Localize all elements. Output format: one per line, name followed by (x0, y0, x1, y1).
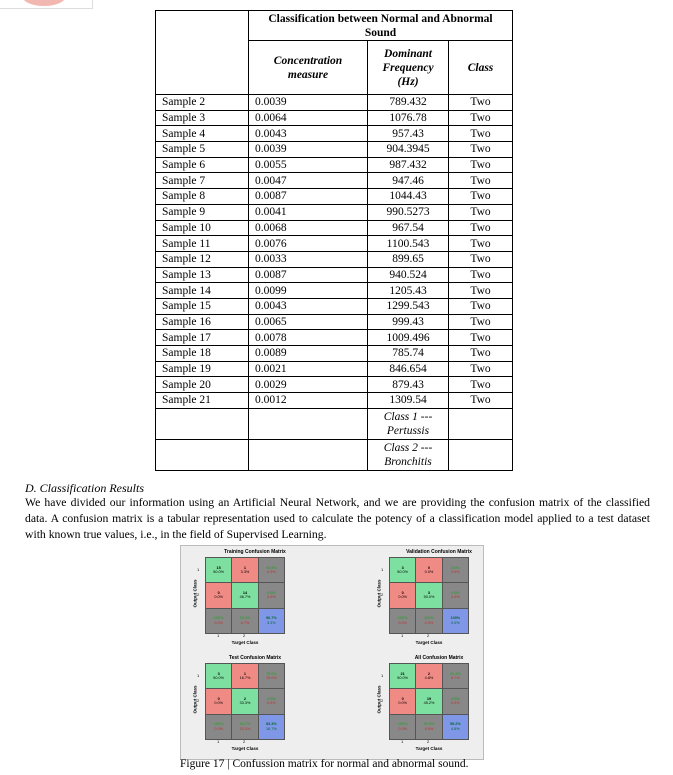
concentration-value: 0.0029 (249, 377, 368, 393)
frequency-value: 1009.496 (368, 330, 449, 346)
sample-label: Sample 5 (156, 142, 249, 158)
class-value: Two (449, 393, 513, 409)
class-value: Two (449, 298, 513, 314)
frequency-value: 904.3945 (368, 142, 449, 158)
cell-value: 95.2% (449, 722, 461, 727)
frequency-value: 1309.54 (368, 393, 449, 409)
cell-percent: 0.0% (214, 701, 223, 706)
sample-label: Sample 16 (156, 314, 249, 330)
frequency-value: 990.5273 (368, 204, 449, 220)
frequency-value: 987.432 (368, 157, 449, 173)
confusion-matrix-figure (180, 545, 484, 760)
class-value: Two (449, 204, 513, 220)
x-axis-label: Target Class (415, 746, 443, 751)
table-row (156, 298, 513, 314)
concentration-value: 0.0043 (249, 298, 368, 314)
class-value: Two (449, 173, 513, 189)
cell-percent: 0.0% (214, 726, 223, 731)
y-tick-label: 2 (197, 592, 200, 597)
matrix-cell (232, 715, 257, 739)
table-row (156, 189, 513, 205)
table-row (156, 204, 513, 220)
cell-percent: 9.5% (424, 726, 434, 731)
sample-label: Sample 12 (156, 251, 249, 267)
x-tick-label: 2 (427, 633, 430, 638)
matrix-cell (232, 689, 257, 713)
table-row (156, 330, 513, 346)
cell-value: 100% (213, 616, 224, 621)
x-tick-label: 2 (243, 633, 246, 638)
matrix-cell (232, 558, 257, 582)
cell-percent: 0.0% (214, 620, 223, 625)
frequency-value: 789.432 (368, 95, 449, 111)
class-value: Two (449, 314, 513, 330)
cell-value: 93.8% (265, 565, 277, 570)
sample-label: Sample 20 (156, 377, 249, 393)
y-tick-label: 1 (197, 567, 200, 572)
cell-value: 15 (216, 565, 221, 570)
cell-value: 83.3% (265, 722, 277, 727)
concentration-value: 0.0078 (249, 330, 368, 346)
concentration-value: 0.0021 (249, 361, 368, 377)
frequency-value: 1100.543 (368, 236, 449, 252)
class-legend: Class 1 --- Pertussis (368, 408, 449, 439)
cell-value: 100% (424, 616, 434, 621)
cell-percent: 0.0% (267, 595, 276, 600)
cell-percent: 0.0% (214, 595, 223, 600)
cell-percent: 0.0% (398, 595, 407, 600)
y-axis-label: Output Class (376, 579, 382, 608)
confusion-matrix-panel (187, 655, 297, 753)
cell-percent: 0.0% (398, 701, 407, 706)
table-row (156, 95, 513, 111)
empty-cell (449, 439, 513, 470)
panel-title: Validation Confusion Matrix (406, 549, 472, 555)
matrix-cell (232, 609, 257, 633)
y-tick-label: 1 (197, 673, 200, 678)
cell-value: 100% (450, 616, 461, 621)
matrix-cell (390, 558, 415, 582)
cell-value: 2 (427, 671, 431, 676)
cell-value: 66.7% (239, 722, 251, 727)
cell-value: 2 (243, 696, 247, 701)
concentration-value: 0.0039 (249, 142, 368, 158)
frequency-value: 1299.543 (368, 298, 449, 314)
panel-title: Test Confusion Matrix (228, 655, 282, 661)
matrix-cell (259, 689, 284, 713)
class-value: Two (449, 95, 513, 111)
matrix-grid (389, 557, 469, 634)
cell-value: 91.3% (449, 671, 461, 676)
cell-value: 0 (217, 696, 220, 701)
cell-value: 19 (426, 696, 432, 701)
cell-percent: 0.0% (424, 570, 434, 575)
cell-value: 0 (401, 696, 404, 701)
sample-label: Sample 9 (156, 204, 249, 220)
matrix-cell (416, 609, 441, 633)
concentration-value: 0.0041 (249, 204, 368, 220)
class-value: Two (449, 110, 513, 126)
cell-percent: 50.0% (397, 676, 409, 681)
cell-value: 96.7% (265, 616, 277, 621)
concentration-value: 0.0089 (249, 346, 368, 362)
cell-value: 90.5% (423, 722, 435, 727)
empty-cell (449, 408, 513, 439)
empty-cell (249, 439, 368, 470)
classification-table (155, 10, 513, 471)
cell-value: 3 (427, 590, 431, 595)
matrix-cell (443, 664, 468, 688)
cell-percent: 8.7% (451, 676, 460, 681)
cell-percent: 0.0% (424, 620, 434, 625)
cell-percent: 25.0% (265, 676, 277, 681)
cell-percent: 0.0% (451, 620, 460, 625)
cell-percent: 0.0% (451, 595, 460, 600)
matrix-cell (206, 664, 231, 688)
empty-cell (249, 408, 368, 439)
sample-label: Sample 7 (156, 173, 249, 189)
cell-percent: 16.7% (265, 726, 277, 731)
matrix-cell (259, 715, 284, 739)
frequency-value: 785.74 (368, 346, 449, 362)
y-tick-label: 1 (381, 673, 384, 678)
col-frequency: Dominant Frequency (Hz) (368, 41, 449, 95)
cell-value: 21 (400, 671, 405, 676)
frequency-value: 846.654 (368, 361, 449, 377)
sample-label: Sample 11 (156, 236, 249, 252)
table-row (156, 267, 513, 283)
cell-value: 1 (243, 671, 247, 676)
sample-label: Sample 4 (156, 126, 249, 142)
table-row (156, 361, 513, 377)
class-value: Two (449, 126, 513, 142)
cell-percent: 50.0% (397, 570, 409, 575)
matrix-cell (259, 583, 284, 607)
concentration-value: 0.0047 (249, 173, 368, 189)
table-row (156, 251, 513, 267)
cell-value: 0 (217, 590, 220, 595)
class-value: Two (449, 189, 513, 205)
concentration-value: 0.0068 (249, 220, 368, 236)
matrix-cell (206, 715, 231, 739)
y-axis-label: Output Class (192, 685, 198, 714)
legend-row (156, 408, 513, 439)
matrix-cell (416, 583, 441, 607)
x-tick-label: 2 (243, 739, 246, 744)
empty-cell (156, 439, 249, 470)
cell-value: 3 (217, 671, 220, 676)
table-row (156, 220, 513, 236)
cell-percent: 3.3% (240, 570, 250, 575)
matrix-cell (390, 583, 415, 607)
cell-percent: 6.7% (240, 620, 250, 625)
cell-percent: 45.2% (423, 701, 435, 706)
col-class: Class (449, 41, 513, 95)
class-value: Two (449, 142, 513, 158)
x-tick-label: 1 (217, 739, 220, 744)
sample-label: Sample 19 (156, 361, 249, 377)
matrix-cell (206, 609, 231, 633)
y-tick-label: 1 (381, 567, 384, 572)
sample-label: Sample 13 (156, 267, 249, 283)
cell-percent: 16.7% (239, 676, 251, 681)
concentration-value: 0.0087 (249, 189, 368, 205)
x-tick-label: 1 (401, 633, 404, 638)
empty-cell (156, 408, 249, 439)
x-tick-label: 1 (401, 739, 404, 744)
cell-value: 100% (213, 722, 224, 727)
panel-title: Training Confusion Matrix (224, 549, 286, 555)
matrix-cell (390, 664, 415, 688)
cell-value: 100% (450, 590, 461, 595)
y-tick-label: 2 (197, 698, 200, 703)
concentration-value: 0.0012 (249, 393, 368, 409)
frequency-value: 1044.43 (368, 189, 449, 205)
figure-caption: Figure 17 | Confussion matrix for normal and abnormal sound. (180, 758, 469, 770)
matrix-cell (443, 583, 468, 607)
matrix-cell (232, 664, 257, 688)
cell-percent: 50.0% (213, 570, 225, 575)
cell-percent: 33.3% (239, 701, 251, 706)
sample-label: Sample 17 (156, 330, 249, 346)
x-tick-label: 2 (427, 739, 430, 744)
table-row (156, 377, 513, 393)
table-body (156, 95, 513, 471)
frequency-value: 899.65 (368, 251, 449, 267)
concentration-value: 0.0039 (249, 95, 368, 111)
cell-value: 100% (266, 590, 277, 595)
cell-value: 100% (450, 565, 461, 570)
matrix-cell (443, 558, 468, 582)
cell-percent: 50.0% (423, 595, 435, 600)
y-axis-label: Output Class (192, 579, 198, 608)
matrix-cell (259, 664, 284, 688)
concentration-value: 0.0087 (249, 267, 368, 283)
cell-percent: 0.0% (267, 701, 276, 706)
cell-value: 93.3% (239, 616, 251, 621)
table-row (156, 157, 513, 173)
cell-percent: 4.8% (424, 676, 434, 681)
legend-row (156, 439, 513, 470)
x-tick-label: 1 (217, 633, 220, 638)
cell-value: 0 (427, 565, 431, 570)
cell-value: 75.0% (265, 671, 277, 676)
confusion-matrix-panel (371, 655, 481, 753)
class-value: Two (449, 220, 513, 236)
matrix-cell (443, 689, 468, 713)
table-row (156, 314, 513, 330)
matrix-grid (389, 663, 469, 740)
frequency-value: 1076.78 (368, 110, 449, 126)
table-row (156, 283, 513, 299)
matrix-cell (206, 583, 231, 607)
cell-percent: 0.0% (451, 701, 460, 706)
matrix-cell (416, 689, 441, 713)
sample-label: Sample 3 (156, 110, 249, 126)
class-value: Two (449, 283, 513, 299)
frequency-value: 940.524 (368, 267, 449, 283)
concentration-value: 0.0033 (249, 251, 368, 267)
frequency-value: 999.43 (368, 314, 449, 330)
logo-fragment (22, 0, 66, 6)
class-value: Two (449, 346, 513, 362)
cell-value: 100% (266, 696, 277, 701)
confusion-matrix-panel (371, 549, 481, 647)
matrix-cell (416, 664, 441, 688)
x-axis-label: Target Class (231, 640, 259, 645)
class-value: Two (449, 267, 513, 283)
sample-label: Sample 14 (156, 283, 249, 299)
top-left-graphic (0, 0, 93, 9)
table-row (156, 126, 513, 142)
matrix-grid (205, 557, 285, 634)
section-heading: D. Classification Results (25, 481, 145, 495)
matrix-cell (390, 689, 415, 713)
y-tick-label: 2 (381, 698, 384, 703)
matrix-cell (416, 715, 441, 739)
matrix-cell (259, 609, 284, 633)
class-legend: Class 2 --- Bronchitis (368, 439, 449, 470)
cell-percent: 6.3% (267, 570, 276, 575)
table-row (156, 393, 513, 409)
concentration-value: 0.0055 (249, 157, 368, 173)
concentration-value: 0.0076 (249, 236, 368, 252)
matrix-cell (416, 558, 441, 582)
class-value: Two (449, 330, 513, 346)
cell-percent: 0.0% (398, 726, 407, 731)
cell-value: 100% (397, 616, 408, 621)
cell-value: 14 (242, 590, 248, 595)
panel-title: All Confusion Matrix (414, 655, 464, 661)
col-concentration: Concentration measure (249, 41, 368, 95)
frequency-value: 967.54 (368, 220, 449, 236)
matrix-cell (206, 689, 231, 713)
concentration-value: 0.0099 (249, 283, 368, 299)
sample-label: Sample 8 (156, 189, 249, 205)
cell-percent: 33.3% (239, 726, 251, 731)
concentration-value: 0.0065 (249, 314, 368, 330)
table-row (156, 110, 513, 126)
table-row (156, 142, 513, 158)
cell-percent: 3.3% (267, 620, 276, 625)
frequency-value: 1205.43 (368, 283, 449, 299)
cell-percent: 46.7% (239, 595, 251, 600)
cell-value: 3 (401, 565, 404, 570)
sample-label: Sample 2 (156, 95, 249, 111)
cell-percent: 4.8% (451, 726, 460, 731)
x-axis-label: Target Class (231, 746, 259, 751)
matrix-cell (206, 558, 231, 582)
cell-value: 100% (397, 722, 408, 727)
y-axis-label: Output Class (376, 685, 382, 714)
section-body: We have divided our information using an Artificial Neural Network, and we are providing the confusion matrix of the classified data. A confusion matrix is a tabular representation used to calculate the potency of a classification model applied to a test dataset with known true values, i.e., in the field of Supervised Learning. (25, 496, 650, 541)
concentration-value: 0.0064 (249, 110, 368, 126)
table-row (156, 173, 513, 189)
matrix-cell (443, 715, 468, 739)
sample-label: Sample 21 (156, 393, 249, 409)
class-value: Two (449, 236, 513, 252)
class-value: Two (449, 157, 513, 173)
y-tick-label: 2 (381, 592, 384, 597)
sample-label: Sample 18 (156, 346, 249, 362)
class-value: Two (449, 251, 513, 267)
cell-value: 1 (243, 565, 247, 570)
matrix-cell (390, 609, 415, 633)
matrix-cell (390, 715, 415, 739)
frequency-value: 947.46 (368, 173, 449, 189)
confusion-matrix-panel (187, 549, 297, 647)
table-row (156, 236, 513, 252)
matrix-cell (232, 583, 257, 607)
class-value: Two (449, 377, 513, 393)
concentration-value: 0.0043 (249, 126, 368, 142)
matrix-cell (259, 558, 284, 582)
frequency-value: 957.43 (368, 126, 449, 142)
empty-corner-cell (156, 11, 249, 95)
frequency-value: 879.43 (368, 377, 449, 393)
x-axis-label: Target Class (415, 640, 443, 645)
matrix-cell (443, 609, 468, 633)
sample-label: Sample 10 (156, 220, 249, 236)
sample-label: Sample 15 (156, 298, 249, 314)
cell-value: 0 (401, 590, 404, 595)
table-row (156, 346, 513, 362)
group-header: Classification between Normal and Abnormal Sound (249, 11, 513, 41)
sample-label: Sample 6 (156, 157, 249, 173)
class-value: Two (449, 361, 513, 377)
matrix-grid (205, 663, 285, 740)
cell-percent: 0.0% (398, 620, 407, 625)
cell-value: 100% (450, 696, 461, 701)
cell-percent: 50.0% (213, 676, 225, 681)
cell-percent: 0.0% (451, 570, 460, 575)
